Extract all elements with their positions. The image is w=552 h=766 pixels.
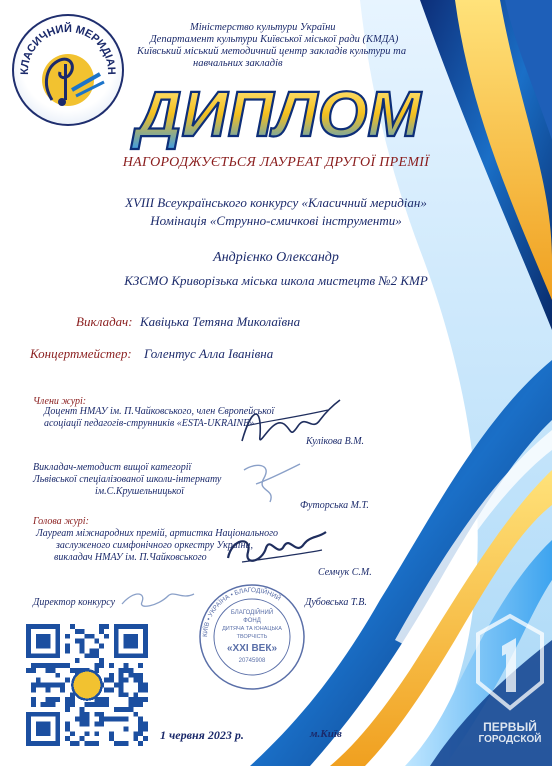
jury-member1-line1: Доцент НМАУ ім. П.Чайковського, член Європейської (44, 406, 275, 417)
director-label: Директор конкурсу (33, 597, 116, 608)
teacher-label: Викладач: (76, 314, 133, 329)
ministry-line-3: Київський міський методичний центр закладів культури та (137, 46, 407, 57)
accompanist-label: Концертмейстер: (30, 346, 132, 361)
signature-dubovska (118, 584, 198, 614)
svg-text:ФОНД: ФОНД (243, 618, 261, 624)
ministry-line-2: Департамент культури Київської міської ради (КМДА) (150, 34, 399, 45)
qr-code[interactable] (26, 624, 148, 746)
contest-nomination: Номінація «Струнно-смичкові інструменти» (150, 213, 402, 228)
jury-members-label: Члени журі: (33, 396, 87, 407)
svg-text:БЛАГОДІЙНИЙ: БЛАГОДІЙНИЙ (230, 610, 274, 616)
jury-member2-line3: ім.С.Крушельницької (95, 486, 185, 497)
ministry-line-4: навчальних закладів (193, 58, 283, 69)
diploma-title (128, 72, 428, 152)
official-stamp (193, 582, 311, 692)
watermark-line-1: ПЕРВЫЙ (483, 720, 537, 734)
issue-city: м.Київ (310, 728, 342, 740)
contest-logo (12, 14, 124, 126)
svg-text:КЛАСИЧНИЙ МЕРИДІАН: КЛАСИЧНИЙ МЕРИДІАН (18, 22, 118, 75)
jury-head-line3: викладач НМАУ ім. П.Чайковського (54, 552, 207, 563)
jury-head-name: Семчук С.М. (318, 567, 372, 578)
jury-member2-name: Футорська М.Т. (300, 500, 369, 511)
accompanist-name: Голентус Алла Іванівна (144, 346, 274, 361)
signature-futorska (236, 458, 306, 508)
jury-member1-name: Кулікова В.М. (306, 436, 365, 447)
teacher-name: Кавіцька Тетяна Миколаївна (140, 314, 301, 329)
svg-text:ТВОРЧІСТЬ: ТВОРЧІСТЬ (236, 634, 268, 640)
issue-date: 1 червня 2023 р. (160, 728, 244, 742)
jury-head-line2: заслуженого симфонічного оркестру України, (56, 540, 253, 551)
jury-member2-line1: Викладач-методист вищої категорії (33, 462, 192, 473)
svg-text:КИЇВ • УКРАЇНА • БЛАГОДІЙНИЙ: КИЇВ • УКРАЇНА • БЛАГОДІЙНИЙ (201, 586, 282, 638)
watermark-line-2: ГОРОДСКОЙ (478, 734, 542, 745)
jury-head-line1: Лауреат міжнародних премій, артистка Національного (36, 528, 278, 539)
jury-head-label: Голова журі: (33, 516, 89, 527)
svg-text:20745908: 20745908 (238, 658, 266, 664)
signature-semchuk (222, 528, 332, 572)
laureate-name: Андрієнко Олександр (213, 250, 339, 265)
svg-text:ДИТЯЧА ТА ЮНАЦЬКА: ДИТЯЧА ТА ЮНАЦЬКА (222, 626, 282, 632)
svg-text:«XXI ВЕК»: «XXI ВЕК» (226, 643, 278, 654)
director-name: Дубовська Т.В. (305, 597, 367, 608)
jury-member2-line2: Львівської спеціалізованої школи-інтернату (33, 474, 222, 485)
ministry-line-1: Міністерство культури України (190, 22, 336, 33)
svg-text:ДИПЛОМ: ДИПЛОМ (135, 78, 421, 150)
watermark-emblem-icon (472, 612, 548, 722)
jury-member1-line2: асоціації педагогів-струнників «ESTA-UKRAINE» (44, 418, 255, 429)
signature-kulikova (232, 396, 342, 456)
laureate-school: КЗСМО Криворізька міська школа мистецтв №2 КМР (124, 273, 428, 288)
award-title: НАГОРОДЖУЄТЬСЯ ЛАУРЕАТ ДРУГОЇ ПРЕМІЇ (122, 155, 430, 170)
logo-emblem-icon (12, 14, 124, 126)
qr-center-logo-icon (72, 670, 101, 699)
watermark-logo (472, 612, 548, 764)
contest-name: XVIII Всеукраїнського конкурсу «Класичний меридіан» (125, 195, 427, 210)
